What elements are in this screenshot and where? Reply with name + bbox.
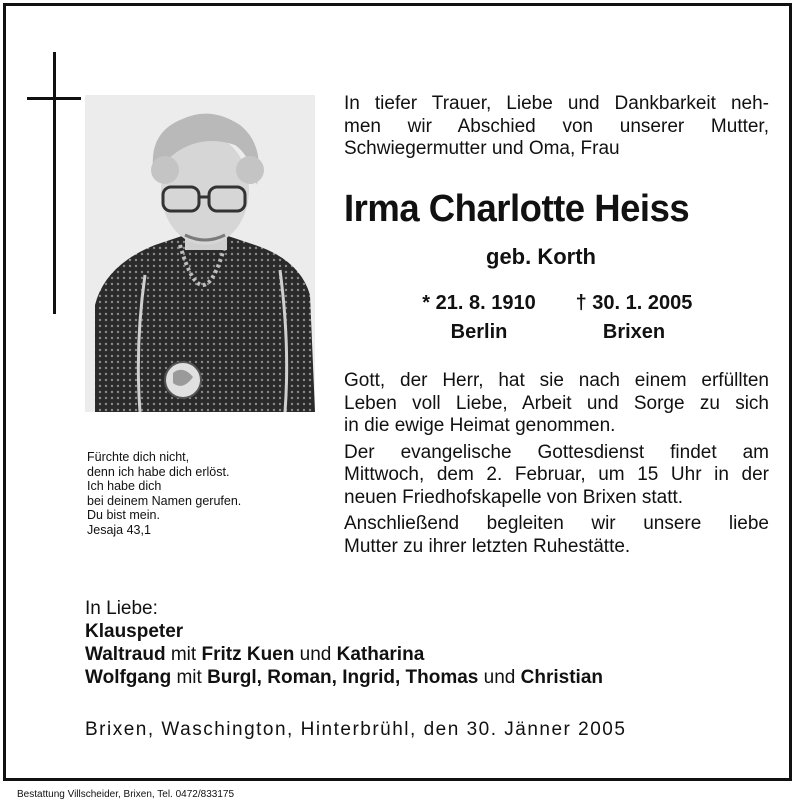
paragraph-service [344,442,769,510]
verse-line: Ich habe dich [87,479,162,494]
family-connector: mit [165,644,202,665]
intro-line: Schwiegermutter und Oma, Frau [344,138,620,159]
body-line: in die ewige Heimat genommen. [344,415,616,436]
body-line: Anschließend begleiten wir unsere liebe [344,513,769,534]
body-line: Mittwoch, dem 2. Februar, um 15 Uhr in der [344,464,769,485]
intro-text [344,93,769,161]
portrait-photo [85,95,315,412]
family-connector: und [294,644,337,665]
verse-line: Du bist mein. [87,508,160,523]
birth-date: * 21. 8. 1910 [422,292,536,314]
family-line [85,666,603,689]
family-label: In Liebe: [85,598,158,619]
paragraph-burial [344,513,769,558]
death-place: Brixen [602,321,666,343]
bible-verse [87,450,241,538]
place-and-date: Brixen, Waschington, Hinterbrühl, den 30. Jänner 2005 [85,719,627,740]
family-member: Burgl, Roman, Ingrid, Thomas [207,667,479,688]
family-line [85,620,603,643]
verse-line: bei deinem Namen gerufen. [87,493,242,508]
maiden-name: geb. Korth [486,244,596,269]
intro-line: In tiefer Trauer, Liebe und Dankbarkeit neh- [344,93,769,114]
verse-reference: Jesaja 43,1 [87,522,151,537]
family-member: Christian [520,667,603,688]
family-line [85,643,603,666]
body-line: Gott, der Herr, hat sie nach einem erfüllten [344,370,769,391]
family-list [85,597,603,689]
family-member: Wolfgang [85,667,172,688]
cross-icon-bar [27,97,81,100]
paragraph-faith [344,370,769,438]
body-line: Leben voll Liebe, Arbeit und Sorge zu sich [344,392,769,414]
body-line: Mutter zu ihrer letzten Ruhestätte. [344,535,631,557]
deceased-name: Irma Charlotte Heiss [344,188,690,230]
funeral-home-credit: Bestattung Villscheider, Brixen, Tel. 0472/833175 [17,789,235,800]
body-line: Der evangelische Gottesdienst findet am [344,441,769,463]
family-connector: und [478,667,521,688]
birth-info [414,289,544,347]
family-connector: mit [171,667,208,688]
verse-line: denn ich habe dich erlöst. [87,464,230,479]
death-info [568,289,700,347]
family-member: Waltraud [85,644,166,665]
family-member: Katharina [336,644,425,665]
intro-line: men wir Abschied von unserer Mutter, [344,115,769,137]
body-line: neuen Friedhofskapelle von Brixen statt. [344,486,684,508]
birth-place: Berlin [450,321,508,343]
family-member: Fritz Kuen [201,644,295,665]
death-date: † 30. 1. 2005 [575,292,693,314]
family-member: Klauspeter [85,621,184,642]
notice-body [344,370,769,562]
cross-icon [53,52,56,314]
verse-line: Fürchte dich nicht, [87,450,190,464]
